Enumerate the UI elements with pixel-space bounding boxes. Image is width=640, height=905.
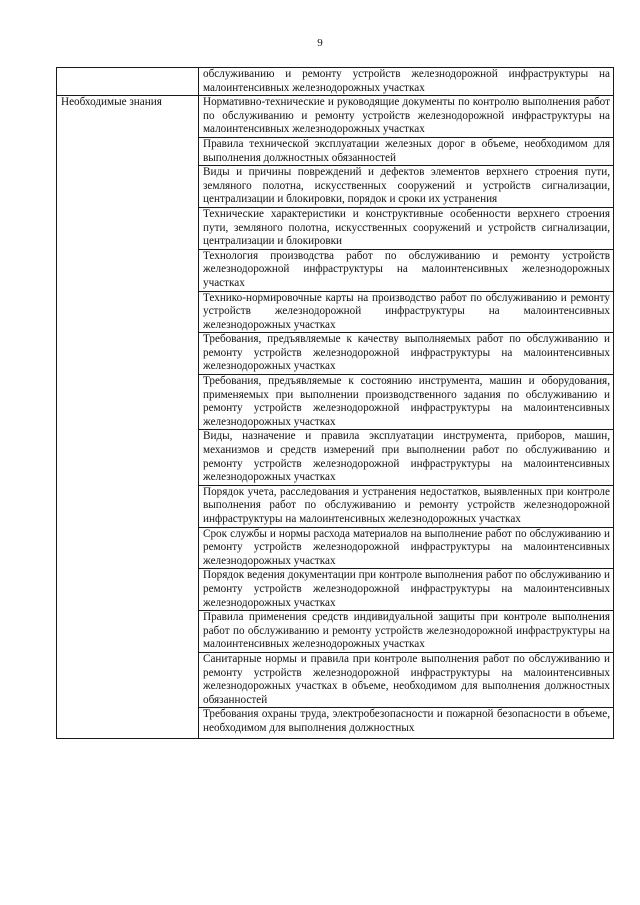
knowledge-item: Технические характеристики и конструктивные особенности верхнего строения пути, земляного полотна, искусственных сооружений и устройств сигнализации, централизации и блокировки	[199, 207, 614, 249]
knowledge-item: Правила технической эксплуатации железных дорог в объеме, необходимом для выполнения должностных обязанностей	[199, 137, 614, 165]
knowledge-item: Виды и причины повреждений и дефектов элементов верхнего строения пути, земляного полотна, искусственных сооружений и устройств сигнализации, централизации и блокировки, порядок и сроки их устранения	[199, 166, 614, 208]
knowledge-item: Санитарные нормы и правила при контроле выполнения работ по обслуживанию и ремонту устройств железнодорожной инфраструктуры на малоинтенсивных железнодорожных участках в объеме, необходимом для выполнения должностных обязанностей	[199, 652, 614, 707]
knowledge-item	[199, 708, 614, 739]
section-label: Необходимые знания	[57, 96, 199, 739]
table-row	[57, 68, 614, 96]
knowledge-item: Порядок ведения документации при контроле выполнения работ по обслуживанию и ремонту устройств железнодорожной инфраструктуры на малоинтенсивных железнодорожных участках	[199, 569, 614, 611]
label-cell-empty	[57, 68, 199, 96]
qualification-table	[56, 67, 614, 739]
knowledge-item: Виды, назначение и правила эксплуатации инструмента, приборов, машин, механизмов и средств измерений при выполнении работ по обслуживанию и ремонту устройств железнодорожной инфраструктуры на малоинтенсивных железнодорожных участках	[199, 430, 614, 485]
knowledge-item: Технико-нормировочные карты на производство работ по обслуживанию и ремонту устройств железнодорожной инфраструктуры на малоинтенсивных железнодорожных участках	[199, 291, 614, 333]
knowledge-item: Порядок учета, расследования и устранения недостатков, выявленных при контроле выполнения работ по обслуживанию и ремонту устройств железнодорожной инфраструктуры на малоинтенсивных железнодорожных участках	[199, 485, 614, 527]
knowledge-item: Требования, предъявляемые к состоянию инструмента, машин и оборудования, применяемых при выполнении производственного задания по обслуживанию и ремонту устройств железнодорожной инфраструктуры на малоинтенсивных железнодорожных участках	[199, 375, 614, 430]
description-cell: обслуживанию и ремонту устройств железнодорожной инфраструктуры на малоинтенсивных железнодорожных участках	[199, 68, 614, 96]
knowledge-item: Требования, предъявляемые к качеству выполняемых работ по обслуживанию и ремонту устройств железнодорожной инфраструктуры на малоинтенсивных железнодорожных участках	[199, 333, 614, 375]
knowledge-item: Правила применения средств индивидуальной защиты при контроле выполнения работ по обслуживанию и ремонту устройств железнодорожной инфраструктуры на малоинтенсивных железнодорожных участках	[199, 611, 614, 653]
knowledge-item: Срок службы и нормы расхода материалов на выполнение работ по обслуживанию и ремонту устройств железнодорожной инфраструктуры на малоинтенсивных железнодорожных участках	[199, 527, 614, 569]
knowledge-item: Нормативно-технические и руководящие документы по контролю выполнения работ по обслуживанию и ремонту устройств железнодорожной инфраструктуры на малоинтенсивных железнодорожных участках	[199, 96, 614, 138]
page-number: 9	[317, 37, 323, 49]
knowledge-item: Технология производства работ по обслуживанию и ремонту устройств железнодорожной инфраструктуры на малоинтенсивных железнодорожных участках	[199, 249, 614, 291]
table-row	[57, 96, 614, 138]
knowledge-item-text: Требования охраны труда, электробезопасности и пожарной безопасности в объеме, необходимом для выполнения должностных	[203, 708, 610, 734]
